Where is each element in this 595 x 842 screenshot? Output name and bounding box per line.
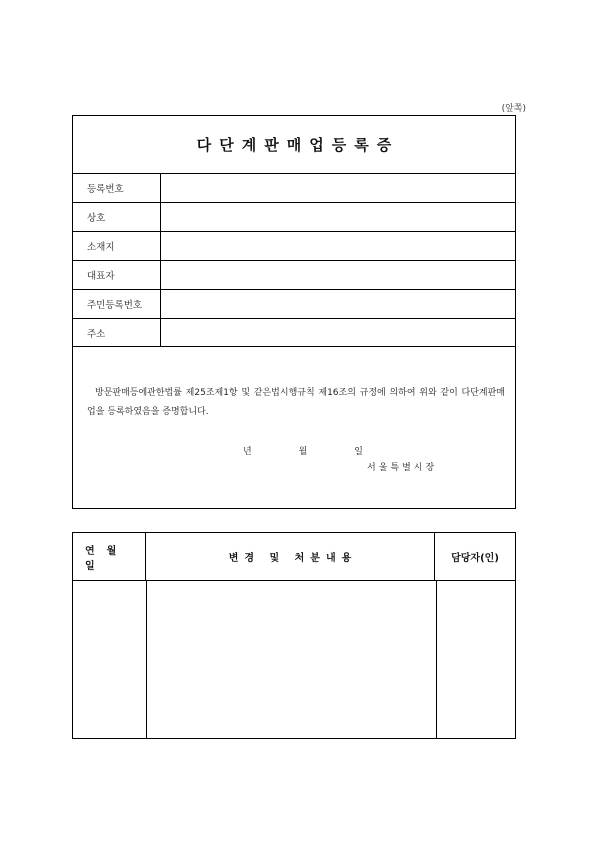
field-row-registration-number xyxy=(73,173,515,202)
field-label: 주민등록번호 xyxy=(73,290,161,318)
field-row-representative xyxy=(73,260,515,289)
field-row-address xyxy=(73,318,515,347)
date-year-label: 년 xyxy=(243,447,252,457)
field-label: 등록번호 xyxy=(73,174,161,202)
issue-date xyxy=(243,444,363,457)
trade-name-field[interactable] xyxy=(161,203,515,231)
history-officer-cell[interactable] xyxy=(437,581,515,738)
field-row-location xyxy=(73,231,515,260)
address-field[interactable] xyxy=(161,319,515,346)
date-month-label: 월 xyxy=(298,447,308,457)
page-side-label: (앞쪽) xyxy=(501,104,526,114)
field-label: 소재지 xyxy=(73,232,161,260)
field-row-resident-number xyxy=(73,289,515,318)
header-change-content: 변경 및 처분내용 xyxy=(146,533,435,580)
registration-number-field[interactable] xyxy=(161,174,515,202)
registration-certificate xyxy=(72,115,516,509)
field-label: 주소 xyxy=(73,319,161,346)
history-header-row xyxy=(73,533,515,581)
field-label: 상호 xyxy=(73,203,161,231)
certificate-fields xyxy=(73,173,515,347)
certification-statement: 방문판매등에관한법률 제25조제1항 및 같은법시행규칙 제16조의 규정에 의하여 위와 같이 다단계판매업을 등록하였음을 증명합니다. xyxy=(87,388,505,417)
field-row-trade-name xyxy=(73,202,515,231)
date-day-label: 일 xyxy=(354,447,363,457)
issuer-name: 서울특별시장 xyxy=(367,463,438,473)
header-officer: 담당자(인) xyxy=(451,553,499,564)
history-body-row xyxy=(73,581,515,738)
certificate-title: 다단계판매업등록증 xyxy=(196,136,400,154)
representative-field[interactable] xyxy=(161,261,515,289)
history-date-cell[interactable] xyxy=(73,581,147,738)
field-label: 대표자 xyxy=(73,261,161,289)
certificate-body xyxy=(73,347,515,473)
location-field[interactable] xyxy=(161,232,515,260)
history-content-cell[interactable] xyxy=(147,581,437,738)
header-date: 연월일 xyxy=(73,533,146,580)
change-history-table xyxy=(72,532,516,739)
resident-number-field[interactable] xyxy=(161,290,515,318)
